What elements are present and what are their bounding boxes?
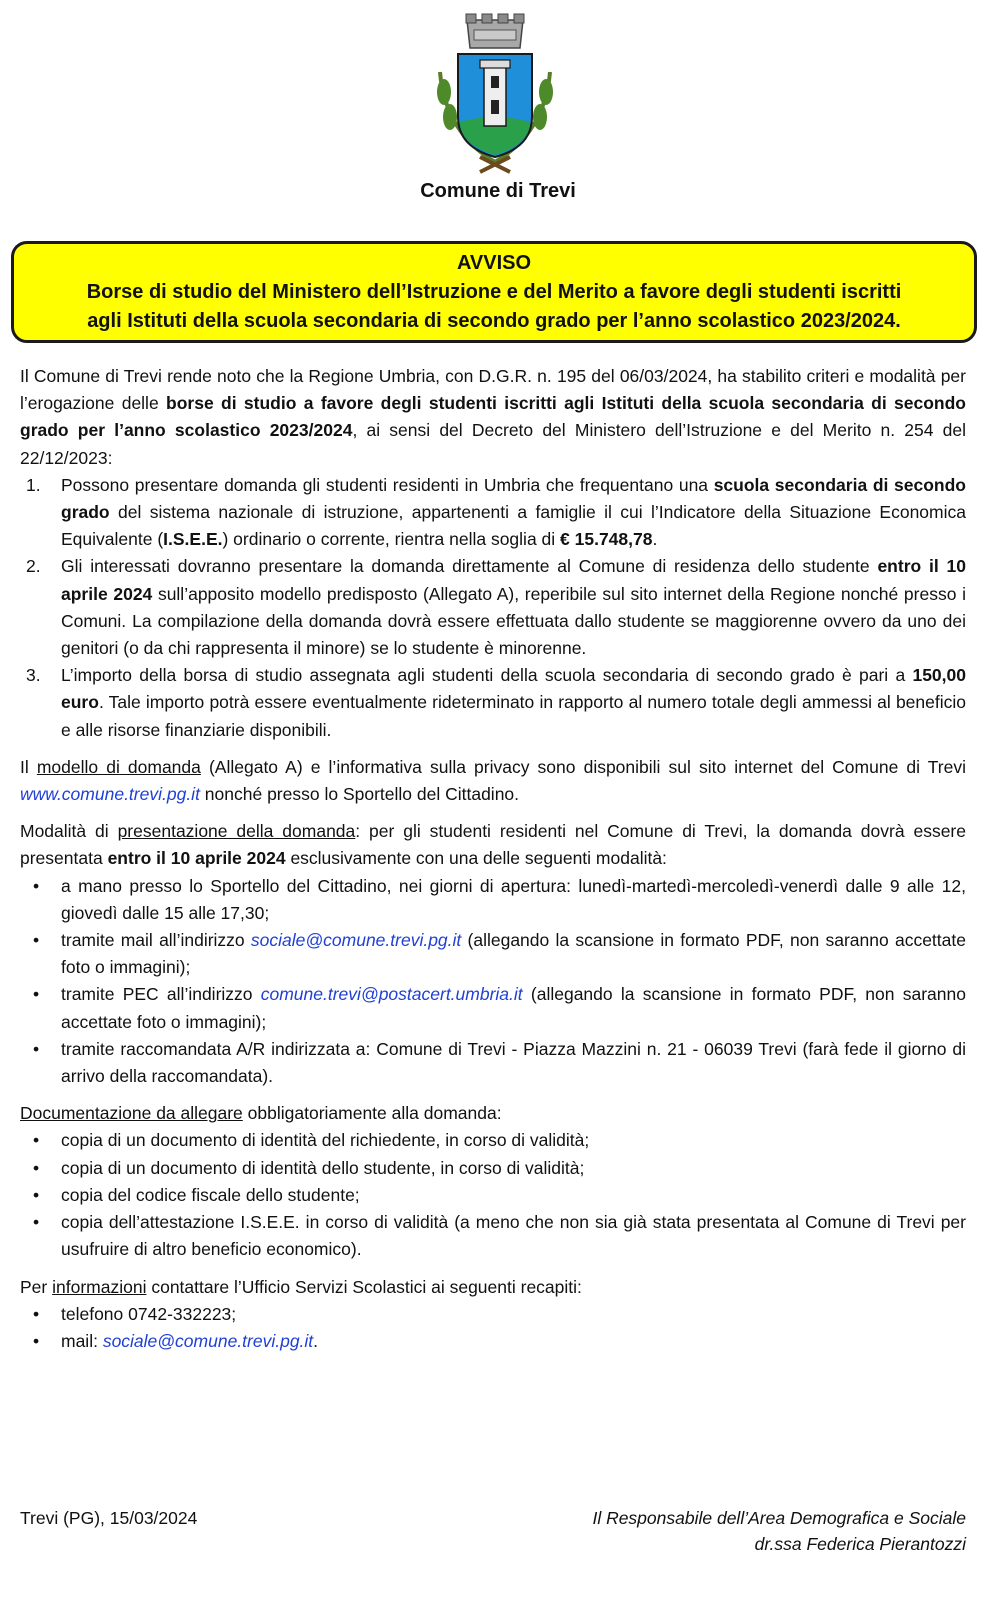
text: obbligatoriamente alla domanda:	[242, 1103, 502, 1124]
text: mail:	[61, 1330, 103, 1351]
coat-of-arms-icon	[420, 12, 570, 177]
notice-body	[20, 363, 966, 1355]
list-item	[20, 1182, 966, 1209]
item-number: 3.	[26, 665, 41, 686]
bullet-icon: •	[33, 930, 40, 951]
text: del sistema nazionale di istruzione, appartenenti a famiglie il cui l’Indicatore della Situazione Economica Equivalente (	[61, 502, 966, 550]
text: copia di un documento di identità del richiedente, in corso di validità;	[61, 1130, 590, 1151]
bullet-icon: •	[33, 1184, 40, 1205]
bullet-icon: •	[33, 1130, 40, 1151]
requirements-list	[20, 472, 966, 744]
intro-bold: borse di studio a favore degli studenti iscritti agli Istituti della scuola secondaria di secondo grado per l’anno scolastico 2023/2024	[20, 393, 966, 441]
list-item	[20, 873, 966, 927]
requirement-item	[20, 472, 966, 554]
bold-text: entro il 10 aprile 2024	[107, 848, 286, 869]
text: .	[313, 1330, 319, 1351]
notice-title: AVVISO	[456, 252, 532, 274]
bullet-icon: •	[33, 984, 40, 1005]
list-item	[20, 1301, 966, 1328]
list-item	[20, 1328, 966, 1355]
text: esclusivamente con una delle seguenti modalità:	[285, 848, 667, 869]
text: contattare l’Ufficio Servizi Scolastici ai seguenti recapiti:	[146, 1276, 582, 1297]
bullet-icon: •	[33, 875, 40, 896]
website-link[interactable]: www.comune.trevi.pg.it	[20, 784, 200, 805]
underlined-text: Documentazione da allegare	[20, 1103, 243, 1124]
text: (Allegato A) e l’informativa sulla privacy sono disponibili sul sito internet del Comune di Trevi	[200, 756, 967, 777]
text: Gli interessati dovranno presentare la domanda direttamente al Comune di residenza dello studente	[61, 556, 878, 577]
item-number: 2.	[26, 556, 41, 577]
text: a mano presso lo Sportello del Cittadino, nei giorni di apertura: lunedì-martedì-mercoledì-venerdì dalle 9 alle 12, giovedì dalle 15 alle 17,30;	[61, 875, 966, 923]
bullet-icon: •	[33, 1212, 40, 1233]
email-link[interactable]: sociale@comune.trevi.pg.it	[102, 1330, 314, 1351]
municipality-name: Comune di Trevi	[420, 180, 576, 202]
text: ) ordinario o corrente, rientra nella soglia di	[222, 529, 561, 550]
email-link[interactable]: sociale@comune.trevi.pg.it	[250, 930, 462, 951]
requirement-item	[20, 662, 966, 744]
pec-link[interactable]: comune.trevi@postacert.umbria.it	[260, 984, 523, 1005]
contacts-list	[20, 1301, 966, 1355]
list-item	[20, 1036, 966, 1090]
text: copia del codice fiscale dello studente;	[61, 1184, 360, 1205]
requirement-item	[20, 553, 966, 662]
text: : per gli studenti residenti nel Comune di Trevi, la domanda dovrà essere presentata	[20, 821, 966, 869]
documents-list	[20, 1127, 966, 1263]
notice-box	[11, 241, 977, 343]
text: L’importo della borsa di studio assegnata agli studenti della scuola secondaria di secondo grado è pari a	[61, 665, 913, 686]
underlined-text: informazioni	[52, 1276, 147, 1297]
text: copia di un documento di identità dello studente, in corso di validità;	[61, 1157, 585, 1178]
text: nonché presso lo Sportello del Cittadino.	[199, 784, 520, 805]
phone-text: telefono 0742-332223;	[61, 1303, 237, 1324]
bullet-icon: •	[33, 1303, 40, 1324]
notice-subtitle-line-1: Borse di studio del Ministero dell’Istruzione e del Merito a favore degli studenti iscritti	[86, 281, 902, 303]
bold-text: 150,00 euro	[61, 665, 966, 713]
bold-text: I.S.E.E.	[163, 529, 223, 550]
text: tramite mail all’indirizzo	[61, 930, 251, 951]
list-item	[20, 981, 966, 1035]
informazioni-paragraph	[20, 1274, 966, 1301]
list-item	[20, 1127, 966, 1154]
text: Per	[20, 1276, 53, 1297]
presentazione-paragraph	[20, 818, 966, 872]
intro-paragraph	[20, 363, 966, 472]
text: .	[652, 529, 658, 550]
modello-paragraph	[20, 754, 966, 808]
text: (allegando la scansione in formato PDF, non saranno accettate foto o immagini);	[61, 930, 966, 978]
signatory-name: dr.ssa Federica Pierantozzi	[754, 1534, 966, 1554]
bold-text: € 15.748,78	[560, 529, 653, 550]
text: Possono presentare domanda gli studenti residenti in Umbria che frequentano una	[61, 474, 714, 495]
text: Il	[20, 756, 37, 777]
text: tramite PEC all’indirizzo	[61, 984, 261, 1005]
list-item	[20, 1155, 966, 1182]
text: tramite raccomandata A/R indirizzata a: Comune di Trevi - Piazza Mazzini n. 21 - 06039 Trevi (farà fede il giorno di arrivo della raccomandata).	[61, 1038, 966, 1087]
notice-subtitle-line-2: agli Istituti della scuola secondaria di secondo grado per l’anno scolastico 2023/2024.	[87, 310, 901, 332]
text: copia dell’attestazione I.S.E.E. in corso di validità (a meno che non sia già stata presentata al Comune di Trevi per usufruire di altro beneficio economico).	[61, 1212, 966, 1260]
place-date: Trevi (PG), 15/03/2024	[20, 1508, 198, 1528]
underlined-text: presentazione della domanda	[117, 821, 356, 842]
signatory	[592, 1505, 966, 1557]
intro-text-end: , ai sensi del Decreto del Ministero dell’Istruzione e del Merito n. 254 del 22/12/2023:	[20, 420, 966, 468]
list-item	[20, 927, 966, 981]
text: Modalità di	[20, 821, 118, 842]
bold-text: entro il 10 aprile 2024	[61, 556, 966, 604]
text: (allegando la scansione in formato PDF, non saranno accettate foto o immagini);	[61, 984, 966, 1032]
list-item	[20, 1209, 966, 1263]
submission-methods-list	[20, 873, 966, 1091]
item-number: 1.	[26, 474, 41, 495]
underlined-text: modello di domanda	[36, 756, 201, 777]
bold-text: scuola secondaria di secondo grado	[61, 474, 966, 523]
bullet-icon: •	[33, 1038, 40, 1059]
documentazione-paragraph	[20, 1100, 966, 1127]
intro-text: Il Comune di Trevi rende noto che la Regione Umbria, con D.G.R. n. 195 del 06/03/2024, ha stabilito criteri e modalità per l’erogazione delle	[20, 366, 966, 414]
bullet-icon: •	[33, 1330, 40, 1351]
text: . Tale importo potrà essere eventualmente rideterminato in rapporto al numero totale degli ammessi al beneficio e alle risorse finanziarie disponibili.	[61, 692, 966, 740]
text: sull’apposito modello predisposto (Allegato A), reperibile sul sito internet della Regione nonché presso i Comuni. La compilazione della domanda dovrà essere effettuata dallo studente se maggiorenne ovvero da uno dei genitori (o da chi rappresenta il minore) se lo studente è minorenne.	[61, 583, 966, 659]
signatory-role: Il Responsabile dell’Area Demografica e Sociale	[592, 1508, 966, 1528]
bullet-icon: •	[33, 1157, 40, 1178]
